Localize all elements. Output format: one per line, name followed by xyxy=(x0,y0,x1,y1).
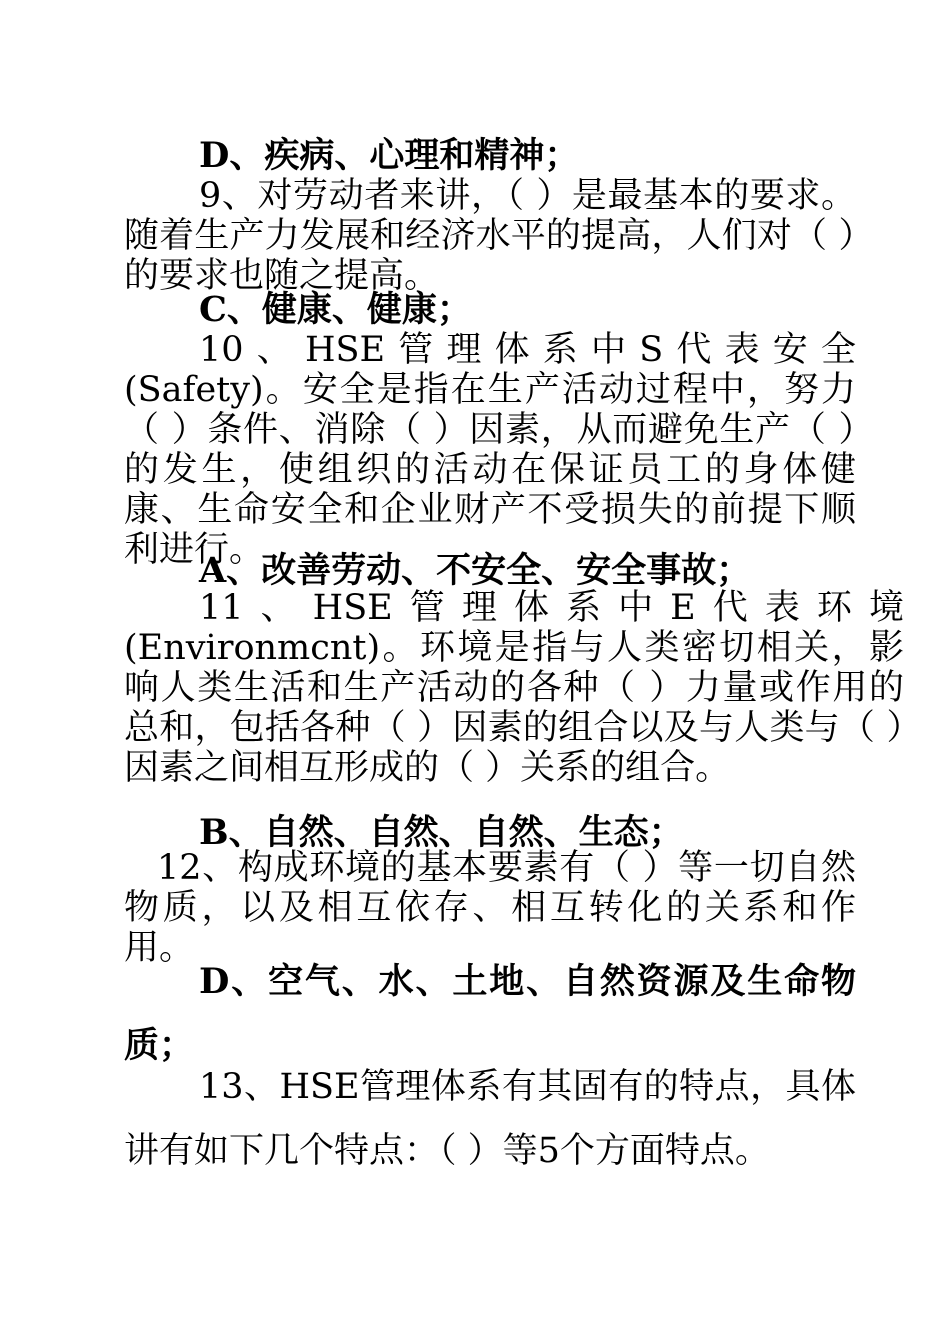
answer-line: D、疾病、心理和精神； xyxy=(199,135,580,176)
answer-line: B、自然、自然、自然、生态； xyxy=(199,812,684,853)
question-paragraph: 11、HSE管理体系中E代表环境(Environmcnt)。环境是指与人类密切相关，影响人类生活和生产活动的各种（ ）力量或作用的总和，包括各种（ ）因素的组合以及与人类与（ ）因素之间相互形成的（ ）关系的组合。 xyxy=(124,588,904,788)
question-paragraph: 13、HSE管理体系有其固有的特点，具体讲有如下几个特点：（ ）等5个方面特点。 xyxy=(124,1067,856,1171)
question-paragraph: 10、HSE管理体系中S代表安全(Safety)。安全是指在生产活动过程中，努力（ ）条件、消除（ ）因素，从而避免生产（ ）的发生，使组织的活动在保证员工的身体健康、生命安全和企业财产不受损失的前提下顺利进行。 xyxy=(124,330,856,570)
answer-line: C、健康、健康； xyxy=(199,289,472,330)
question-paragraph: 9、对劳动者来讲，（ ）是最基本的要求。随着生产力发展和经济水平的提高，人们对（ ）的要求也随之提高。 xyxy=(124,176,856,296)
answer-line: D、空气、水、土地、自然资源及生命物质； xyxy=(124,961,856,1066)
answer-line: A、改善劳动、不安全、安全事故； xyxy=(199,550,752,591)
question-paragraph: 12、构成环境的基本要素有（ ）等一切自然物质，以及相互依存、相互转化的关系和作用。 xyxy=(124,848,856,968)
